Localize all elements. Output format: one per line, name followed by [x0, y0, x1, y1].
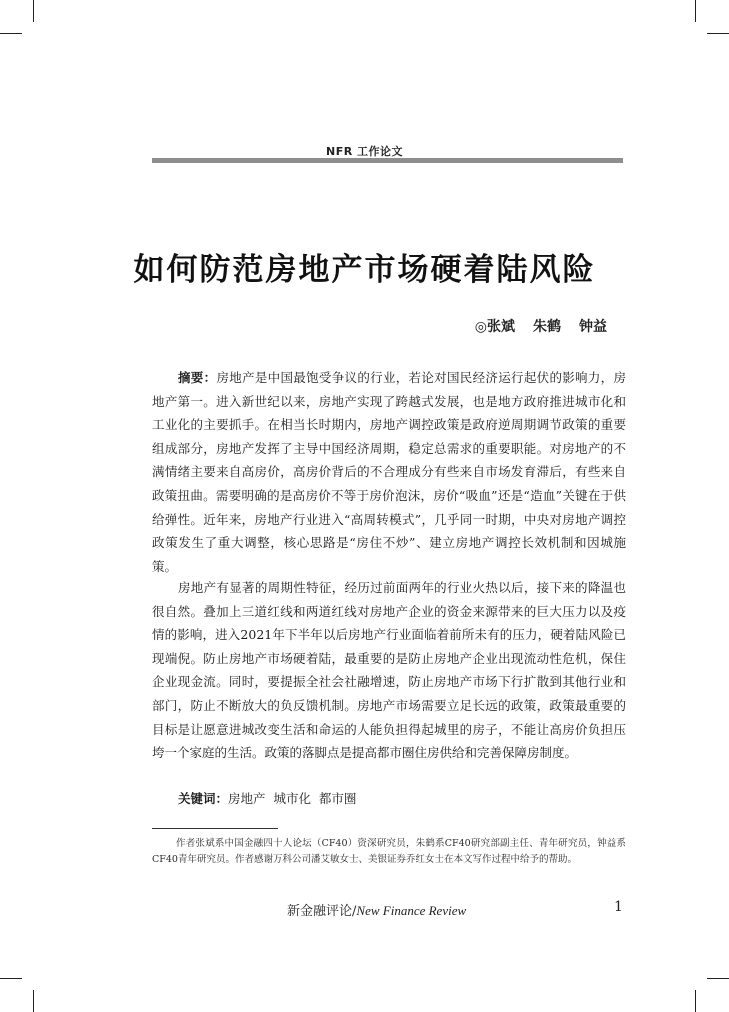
- abstract-label: 摘要：: [178, 370, 217, 385]
- author: 朱鹤: [533, 319, 561, 335]
- header-rule: [152, 158, 623, 163]
- crop-mark: [707, 978, 729, 979]
- keywords-label: 关键词：: [178, 791, 229, 806]
- crop-mark: [695, 0, 696, 22]
- author-list: [475, 316, 607, 336]
- author: ◎张斌: [474, 319, 515, 335]
- journal-name-en: New Finance Review: [356, 903, 467, 918]
- abstract: [152, 366, 626, 578]
- running-header: NFR 工作论文: [325, 145, 404, 158]
- article-title: 如何防范房地产市场硬着陆风险: [133, 252, 596, 288]
- crop-mark: [695, 990, 696, 1012]
- footnote-rule: [152, 828, 278, 829]
- journal-footer: [287, 900, 466, 919]
- page-number: 1: [614, 899, 623, 915]
- abstract-text: 房地产是中国最饱受争议的行业，若论对国民经济运行起伏的影响力，房地产第一。进入新世纪以来，房地产实现了跨越式发展，也是地方政府推进城市化和工业化的主要抓手。在相当长时期内，房地产调控政策是政府逆周期调节政策的重要组成部分，房地产发挥了主导中国经济周期，稳定总需求的重要职能。对房地产的不满情绪主要来自高房价，高房价背后的不合理成分有些来自市场发育滞后，有些来自政策扭曲。需要明确的是高房价不等于房价泡沫，房价“吸血”还是“造血”关键在于供给弹性。近年来，房地产行业进入“高周转模式”，几乎同一时期，中央对房地产调控政策发生了重大调整，核心思路是“房住不炒”、建立房地产调控长效机制和因城施策。: [152, 370, 626, 574]
- journal-separator: /: [352, 904, 357, 919]
- crop-mark: [707, 33, 729, 34]
- crop-mark: [0, 978, 22, 979]
- crop-mark: [33, 990, 34, 1012]
- crop-mark: [0, 33, 22, 34]
- keywords-text: 房地产 城市化 都市圈: [228, 791, 357, 806]
- footnote: 作者张斌系中国金融四十人论坛（CF40）资深研究员，朱鹤系CF40研究部副主任、青年研究员，钟益系CF40青年研究员。作者感谢万科公司潘艾敏女士、美银证券乔红女士在本文写作过程中给予的帮助。: [152, 838, 626, 865]
- body-paragraph: 房地产有显著的周期性特征，经历过前面两年的行业火热以后，接下来的降温也很自然。叠加上三道红线和两道红线对房地产企业的资金来源带来的巨大压力以及疫情的影响，进入2021年下半年以后房地产行业面临着前所未有的压力，硬着陆风险已现端倪。防止房地产市场硬着陆，最重要的是防止房地产企业出现流动性危机，保住企业现金流。同时，要提振全社会社融增速，防止房地产市场下行扩散到其他行业和部门，防止不断放大的负反馈机制。房地产市场需要立足长远的政策，政策最重要的目标是让愿意进城改变生活和命运的人能负担得起城里的房子，不能让高房价负担压垮一个家庭的生活。政策的落脚点是提高都市圈住房供给和完善保障房制度。: [152, 580, 626, 761]
- author: 钟益: [579, 319, 607, 335]
- crop-mark: [33, 0, 34, 22]
- keywords: [152, 787, 626, 811]
- journal-name-cn: 新金融评论: [287, 904, 353, 919]
